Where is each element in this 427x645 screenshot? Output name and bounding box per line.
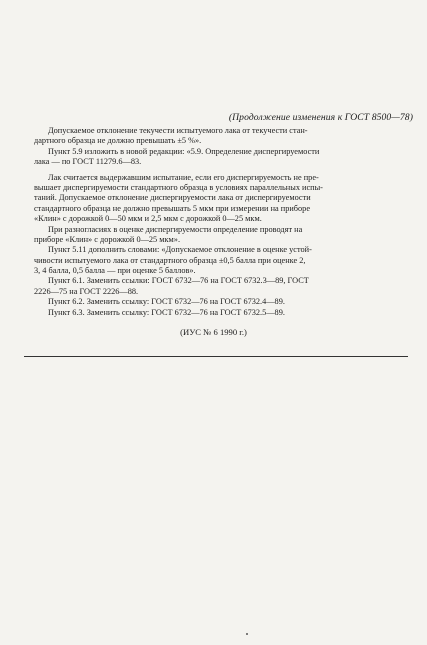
text-line: приборе «Клин» с дорожкой 0—25 мкм». <box>34 234 181 244</box>
text-line: Лак считается выдержавшим испытание, если его диспергируемость не пре- <box>48 172 319 182</box>
scan-speck <box>246 633 248 635</box>
ius-reference: (ИУС № 6 1990 г.) <box>180 327 247 337</box>
text-line: вышает диспергируемости стандартного образца в условиях параллельных испы- <box>34 182 323 192</box>
text-line: дартного образца не должно превышать ±5 %». <box>34 136 202 146</box>
text-line: Допускаемое отклонение текучести испытуемого лака от текучести стан- <box>48 126 308 135</box>
text-line: Пункт 6.2. Заменить ссылку: ГОСТ 6732—76 на ГОСТ 6732.4—89. <box>48 297 285 307</box>
text-line: таний. Допускаемое отклонение диспергируемости лака от диспергируемости <box>34 193 311 203</box>
text-line: Пункт 6.3. Заменить ссылку: ГОСТ 6732—76 на ГОСТ 6732.5—89. <box>48 307 285 317</box>
text-line: лака — по ГОСТ 11279.6—83. <box>34 157 142 167</box>
amendment-text <box>34 126 405 318</box>
text-line: «Клин» с дорожкой 0—50 мкм и 2,5 мкм с дорожкой 0—25 мкм. <box>34 214 262 224</box>
text-line: Пункт 5.11 дополнить словами: «Допускаемое отклонение в оценке устой- <box>48 245 312 255</box>
text-line: 3, 4 балла, 0,5 балла — при оценке 5 баллов». <box>34 266 196 276</box>
text-line: Пункт 6.1. Заменить ссылки: ГОСТ 6732—76 на ГОСТ 6732.3—89, ГОСТ <box>48 276 309 286</box>
horizontal-rule <box>24 356 408 357</box>
text-line: 2226—75 на ГОСТ 2226—88. <box>34 286 139 296</box>
text-line: стандартного образца не должно превышать 5 мкм при измерении на приборе <box>34 203 310 213</box>
text-line: Пункт 5.9 изложить в новой редакции: «5.9. Определение диспергируемости <box>48 146 320 156</box>
text-line: чивости испытуемого лака от стандартного образца ±0,5 балла при оценке 2, <box>34 255 306 265</box>
text-line: При разногласиях в оценке диспергируемости определение проводят на <box>48 224 303 234</box>
continuation-header: (Продолжение изменения к ГОСТ 8500—78) <box>228 112 413 123</box>
